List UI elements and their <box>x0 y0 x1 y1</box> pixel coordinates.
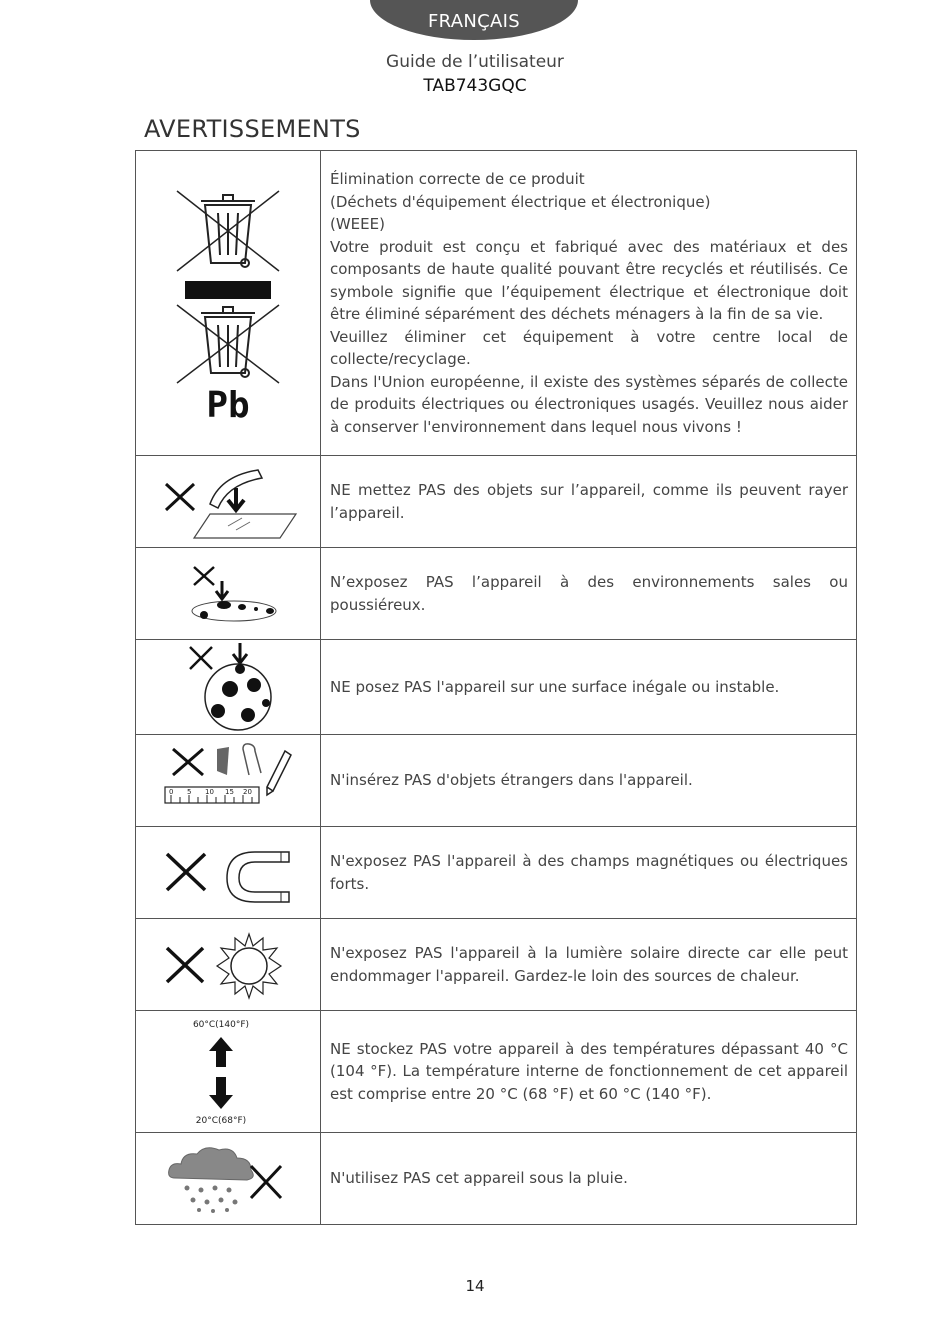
no-dust-icon <box>136 548 321 640</box>
ruler-label-0: 0 <box>169 787 174 796</box>
warning-row-dust <box>136 548 857 640</box>
weee-line-6: Dans l'Union européenne, il existe des systèmes séparés de collecte de produits électriques ou électroniques usagés. Veuillez nous aider à conserver l'environnement dans lequel nous vivons ! <box>330 372 848 436</box>
no-foreign-objects-icon <box>136 735 321 827</box>
temp-low-label: 20°C(68°F) <box>195 1115 247 1126</box>
page-number: 14 <box>465 1277 485 1295</box>
warning-row-weee <box>136 151 857 456</box>
warning-row-objects <box>136 456 857 548</box>
temp-high-label: 60°C(140°F) <box>192 1019 250 1030</box>
weee-line-2: (Déchets d'équipement électrique et électronique) <box>330 192 711 211</box>
weee-line-5: Veuillez éliminer cet équipement à votre centre local de collecte/recyclage. <box>330 327 848 368</box>
model-number: TAB743GQC <box>423 76 527 96</box>
warning-row-surface <box>136 640 857 735</box>
warning-text-sun: N'exposez PAS l'appareil à la lumière solaire directe car elle peut endommager l'appareil. Gardez-le loin des sources de chaleur. <box>321 919 857 1011</box>
ruler-label-20: 20 <box>243 787 252 796</box>
language-tab: FRANÇAIS <box>370 0 578 40</box>
warning-text-dust: N’exposez PAS l’appareil à des environnements sales ou poussiéreux. <box>321 548 857 640</box>
no-sunlight-icon <box>136 919 321 1011</box>
warning-text-magnet: N'exposez PAS l'appareil à des champs magnétiques ou électriques forts. <box>321 827 857 919</box>
ruler-label-10: 10 <box>205 787 214 796</box>
no-objects-on-screen-icon <box>136 456 321 548</box>
guide-title: Guide de l’utilisateur <box>386 52 564 72</box>
weee-line-3: (WEEE) <box>330 215 385 233</box>
warning-row-foreign <box>136 735 857 827</box>
warning-text-weee <box>321 151 857 456</box>
warnings-table <box>135 150 857 1225</box>
warning-text-surface: NE posez PAS l'appareil sur une surface inégale ou instable. <box>321 640 857 735</box>
warning-text-objects: NE mettez PAS des objets sur l’appareil, comme ils peuvent rayer l’appareil. <box>321 456 857 548</box>
section-title: AVERTISSEMENTS <box>144 115 361 143</box>
warning-row-sun <box>136 919 857 1011</box>
warning-text-rain: N'utilisez PAS cet appareil sous la pluie. <box>321 1133 857 1225</box>
weee-crossed-bin-pb-icon <box>136 151 321 456</box>
no-rain-icon <box>136 1133 321 1225</box>
weee-line-1: Élimination correcte de ce produit <box>330 170 585 188</box>
weee-line-4: Votre produit est conçu et fabriqué avec des matériaux et des composants de haute qualité pouvant être recyclés et réutilisés. Ce symbole signifie que l’équipement électrique et électronique doit être éliminé séparément des déchets ménagers à la fin de sa vie. <box>330 237 848 323</box>
ruler-label-15: 15 <box>225 787 234 796</box>
warning-text-foreign: N'insérez PAS d'objets étrangers dans l'appareil. <box>321 735 857 827</box>
temperature-range-icon <box>136 1011 321 1133</box>
warning-row-magnet <box>136 827 857 919</box>
warning-text-temperature: NE stockez PAS votre appareil à des températures dépassant 40 °C (104 °F). La température interne de fonctionnement de cet appareil est comprise entre 20 °C (68 °F) et 60 °C (140 °F). <box>321 1011 857 1133</box>
pb-label: Pb <box>206 385 250 419</box>
warning-row-rain <box>136 1133 857 1225</box>
no-unstable-surface-icon <box>136 640 321 735</box>
no-magnet-icon <box>136 827 321 919</box>
warning-row-temperature <box>136 1011 857 1133</box>
ruler-label-5: 5 <box>187 787 192 796</box>
